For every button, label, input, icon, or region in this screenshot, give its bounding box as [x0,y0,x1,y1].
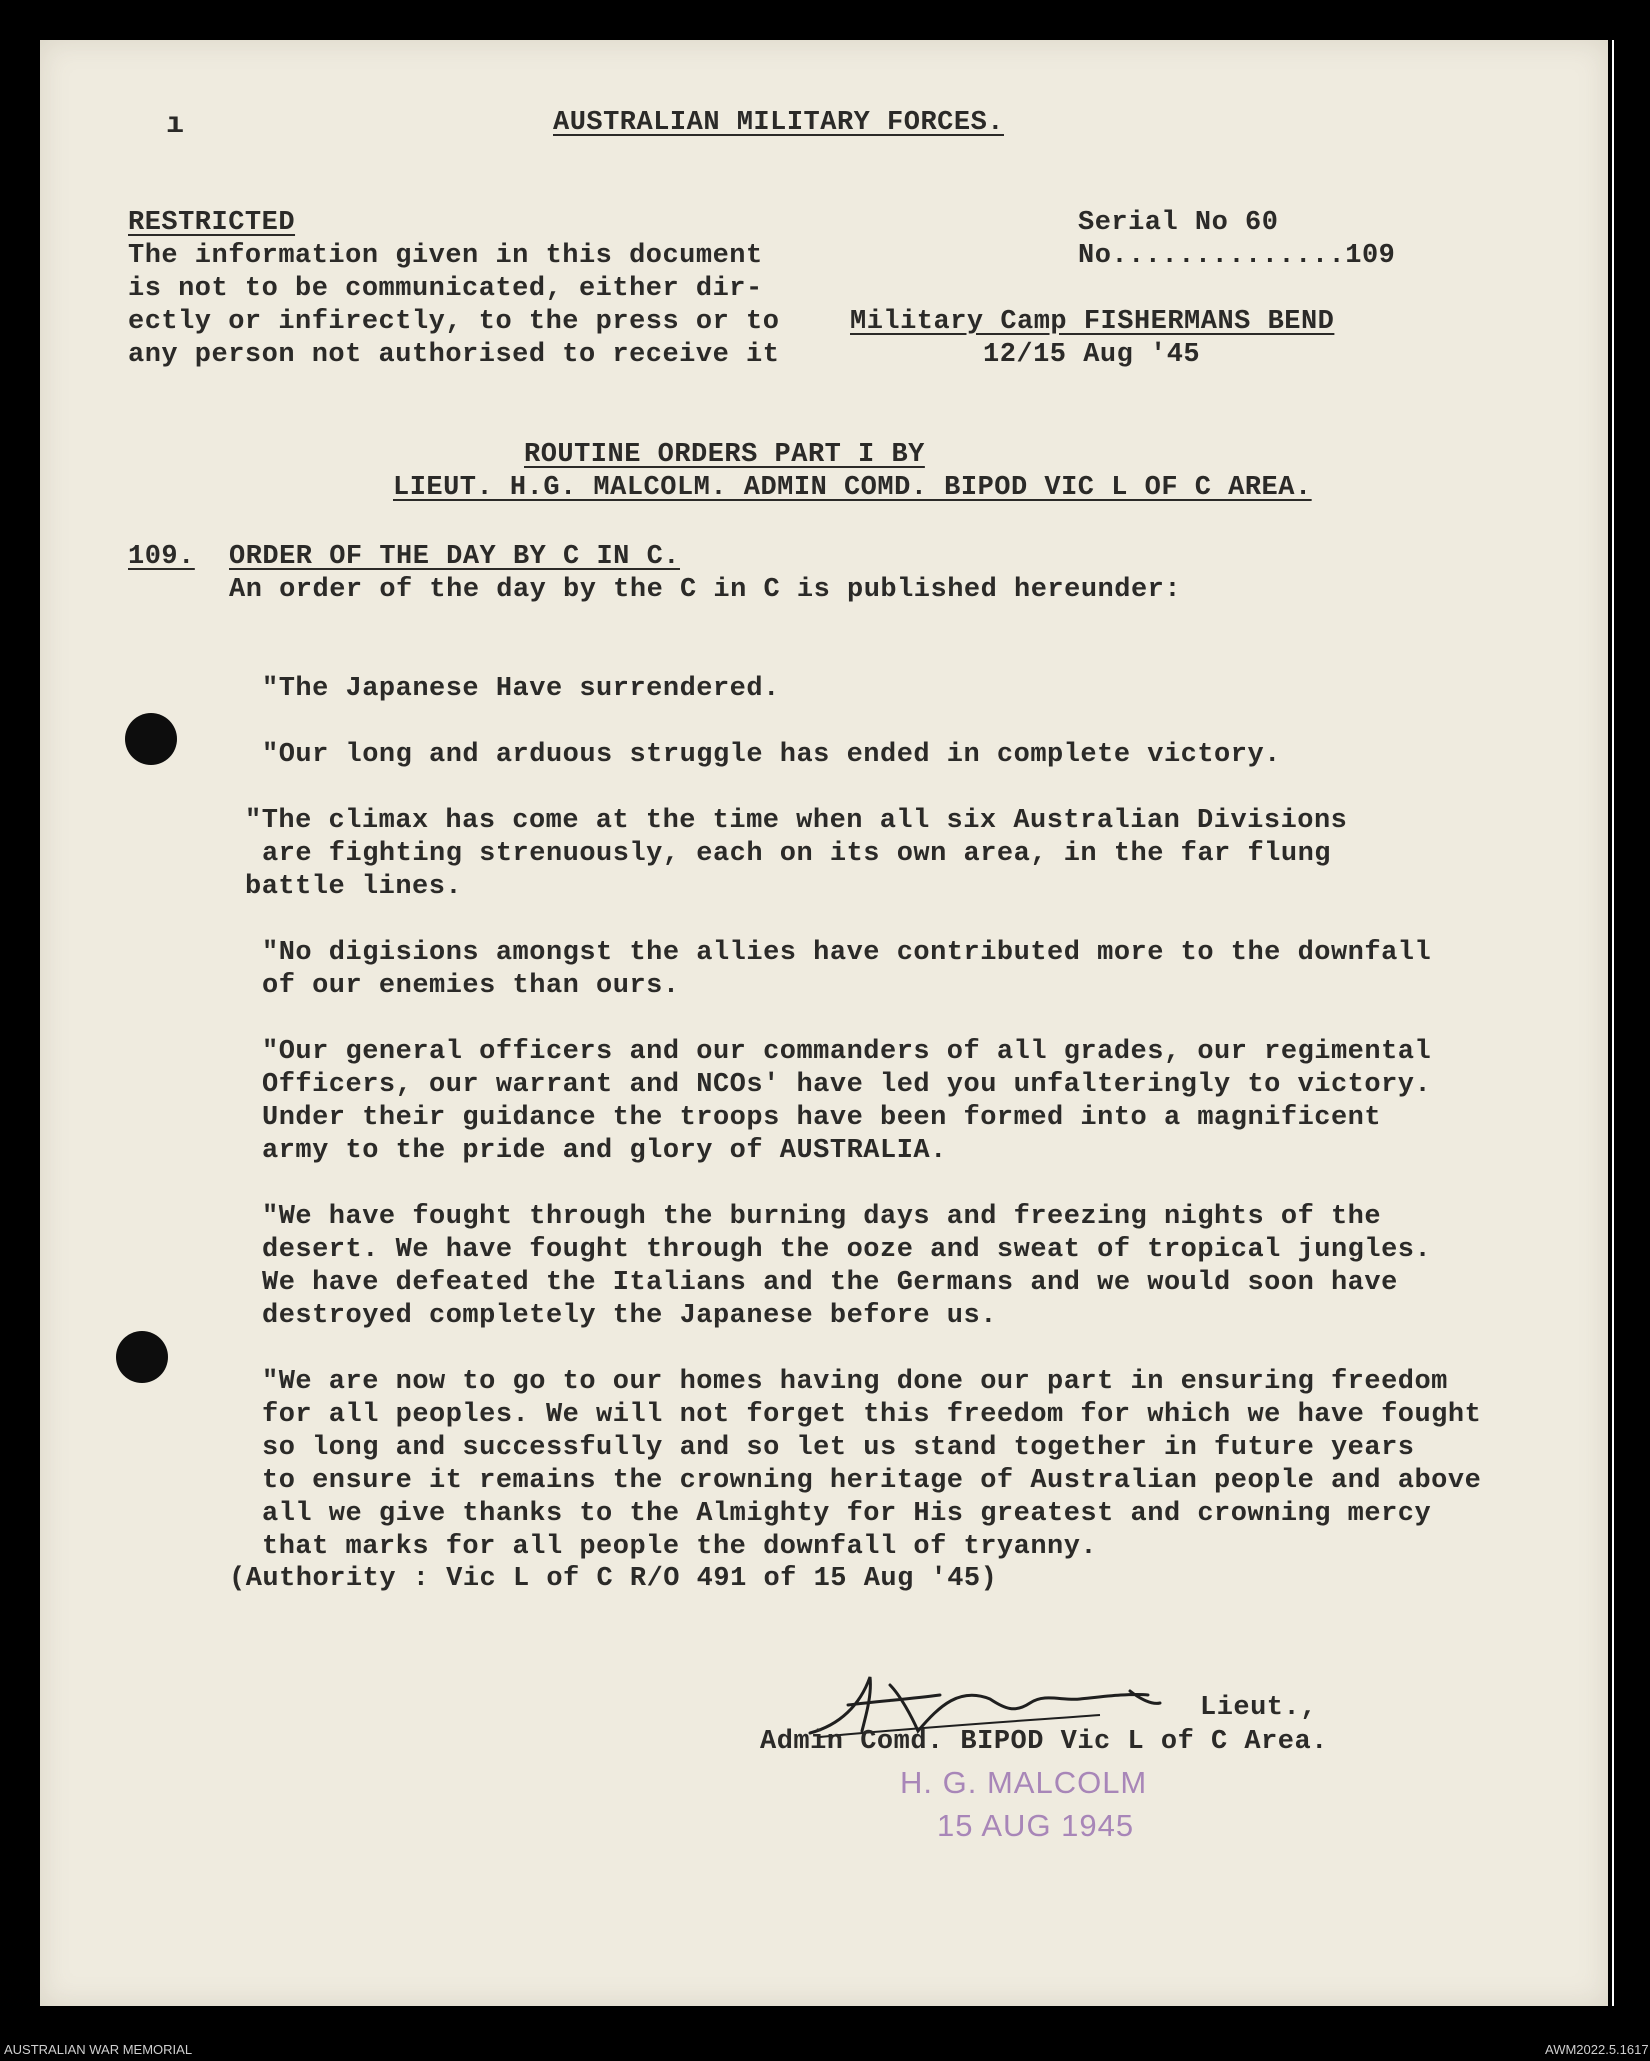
paragraph-line: "No digisions amongst the allies have contributed more to the downfall [262,938,1432,968]
item-number: 109. [128,542,195,572]
paragraph-line: "We are now to go to our homes having done our part in ensuring freedom [262,1367,1448,1397]
paragraph-4 [262,904,1431,1003]
name-stamp: H. G. MALCOLM [900,1765,1148,1800]
paragraph-line: are fighting strenuously, each on its own area, in the far flung [262,839,1331,869]
order-date: 12/15 Aug '45 [983,340,1201,370]
paragraph-line: destroyed completely the Japanese before us. [262,1301,997,1331]
paragraph-line: Under their guidance the troops have been formed into a magnificent [262,1103,1382,1133]
item-heading: ORDER OF THE DAY BY C IN C. [229,542,680,572]
orders-subtitle: LIEUT. H.G. MALCOLM. ADMIN COMD. BIPOD VIC L OF C AREA. [393,473,1312,503]
paragraph-line: all we give thanks to the Almighty for His greatest and crowning mercy [262,1499,1432,1529]
restricted-line-3: ectly or infirectly, to the press or to [128,307,780,337]
paragraph-1 [262,640,780,706]
punch-hole-top [125,713,177,765]
paragraph-line: "Our general officers and our commanders of all grades, our regimental [262,1037,1432,1067]
restricted-label: RESTRICTED [128,208,296,238]
paragraph-line: army to the pride and glory of AUSTRALIA. [262,1136,947,1166]
document-title: AUSTRALIAN MILITARY FORCES. [553,108,1004,138]
orders-title: ROUTINE ORDERS PART I BY [524,440,925,470]
serial-number: Serial No 60 [1078,208,1279,238]
camp-location: Military Camp FISHERMANS BEND [850,307,1335,337]
paragraph-line: desert. We have fought through the ooze and sweat of tropical jungles. [262,1235,1432,1265]
paragraph-line: We have defeated the Italians and the Germans and we would soon have [262,1268,1398,1298]
date-stamp: 15 AUG 1945 [937,1808,1135,1843]
paragraph-line: "The climax has come at the time when all six Australian Divisions [245,806,1348,836]
paragraph-line: for all peoples. We will not forget this freedom for which we have fought [262,1400,1482,1430]
paragraph-line: "We have fought through the burning days and freezing nights of the [262,1202,1382,1232]
restricted-line-1: The information given in this document [128,241,763,271]
paragraph-line: that marks for all people the downfall of tryanny. [262,1532,1098,1562]
restricted-line-4: any person not authorised to receive it [128,340,780,370]
paragraph-line: of our enemies than ours. [262,971,680,1001]
restricted-line-2: is not to be communicated, either dir- [128,274,763,304]
paragraph-line: to ensure it remains the crowning heritage of Australian people and above [262,1466,1482,1496]
punch-hole-bottom [116,1331,168,1383]
paragraph-3 [245,772,1347,904]
paragraph-line: "Our long and arduous struggle has ended in complete victory. [262,740,1281,770]
signature-rank: Lieut., [1200,1693,1317,1723]
document-number: No..............109 [1078,241,1396,271]
paragraph-6 [262,1168,1431,1333]
footer-accession: AWM2022.5.1617 [1545,2042,1649,2057]
authority-line: (Authority : Vic L of C R/O 491 of 15 Aug '45) [229,1564,998,1594]
margin-mark: ı [166,108,185,142]
item-intro: An order of the day by the C in C is published hereunder: [229,575,1182,605]
paragraph-line: "The Japanese Have surrendered. [262,674,780,704]
paragraph-2 [262,706,1281,772]
paragraph-line: so long and successfully and so let us stand together in future years [262,1433,1415,1463]
signature-appointment: Admin Comd. BIPOD Vic L of C Area. [760,1727,1328,1757]
paragraph-line: Officers, our warrant and NCOs' have led you unfalteringly to victory. [262,1070,1432,1100]
paragraph-5 [262,1003,1431,1168]
paragraph-7 [262,1333,1481,1564]
page-edge-line [1612,40,1614,2006]
paragraph-line: battle lines. [245,872,463,902]
footer-credit: AUSTRALIAN WAR MEMORIAL [4,2042,193,2057]
